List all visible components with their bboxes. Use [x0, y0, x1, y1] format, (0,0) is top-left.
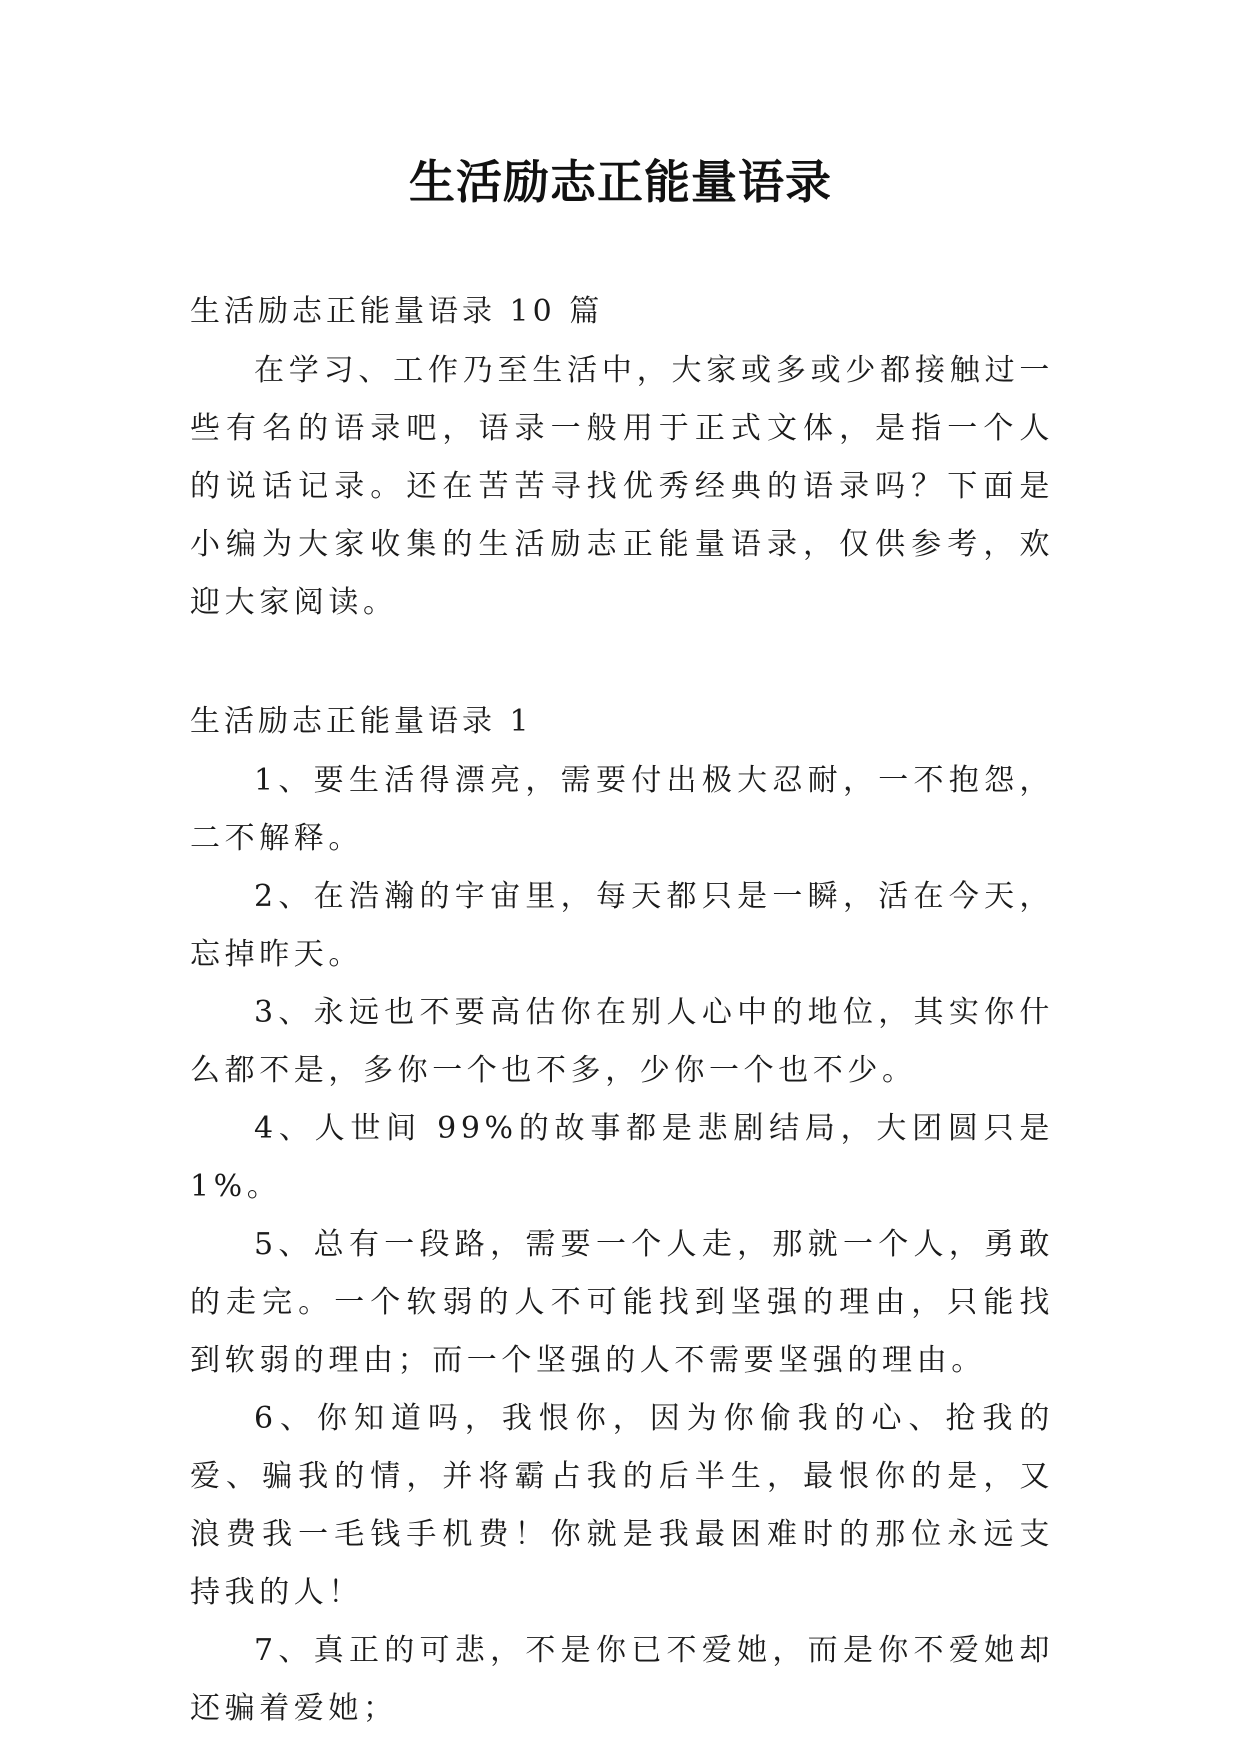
quote-item-7: 7、真正的可悲，不是你已不爱她，而是你不爱她却还骗着爱她； — [190, 1633, 1054, 1726]
document-subtitle: 生活励志正能量语录 10 篇 — [190, 294, 604, 329]
document-body — [190, 282, 1054, 1738]
quote-item-5: 5、总有一段路，需要一个人走，那就一个人，勇敢的走完。一个软弱的人不可能找到坚强的理由，只能找到软弱的理由；而一个坚强的人不需要坚强的理由。 — [190, 1227, 1054, 1378]
quote-item-1: 1、要生活得漂亮，需要付出极大忍耐，一不抱怨，二不解释。 — [190, 763, 1054, 856]
quote-item-3: 3、永远也不要高估你在别人心中的地位，其实你什么都不是，多你一个也不多，少你一个也不少。 — [190, 995, 1054, 1088]
section-spacer — [190, 632, 1054, 692]
section-heading: 生活励志正能量语录 1 — [190, 704, 533, 739]
document-title: 生活励志正能量语录 — [409, 155, 832, 209]
quote-item-2: 2、在浩瀚的宇宙里，每天都只是一瞬，活在今天，忘掉昨天。 — [190, 879, 1054, 972]
quote-item-6: 6、你知道吗，我恨你，因为你偷我的心、抢我的爱、骗我的情，并将霸占我的后半生，最恨你的是，又浪费我一毛钱手机费！你就是我最困难时的那位永远支持我的人！ — [190, 1401, 1054, 1610]
quote-item-4: 4、人世间 99%的故事都是悲剧结局，大团圆只是 1%。 — [190, 1111, 1054, 1204]
intro-paragraph: 在学习、工作乃至生活中，大家或多或少都接触过一些有名的语录吧，语录一般用于正式文体，是指一个人的说话记录。还在苦苦寻找优秀经典的语录吗？下面是小编为大家收集的生活励志正能量语录，仅供参考，欢迎大家阅读。 — [190, 353, 1054, 620]
